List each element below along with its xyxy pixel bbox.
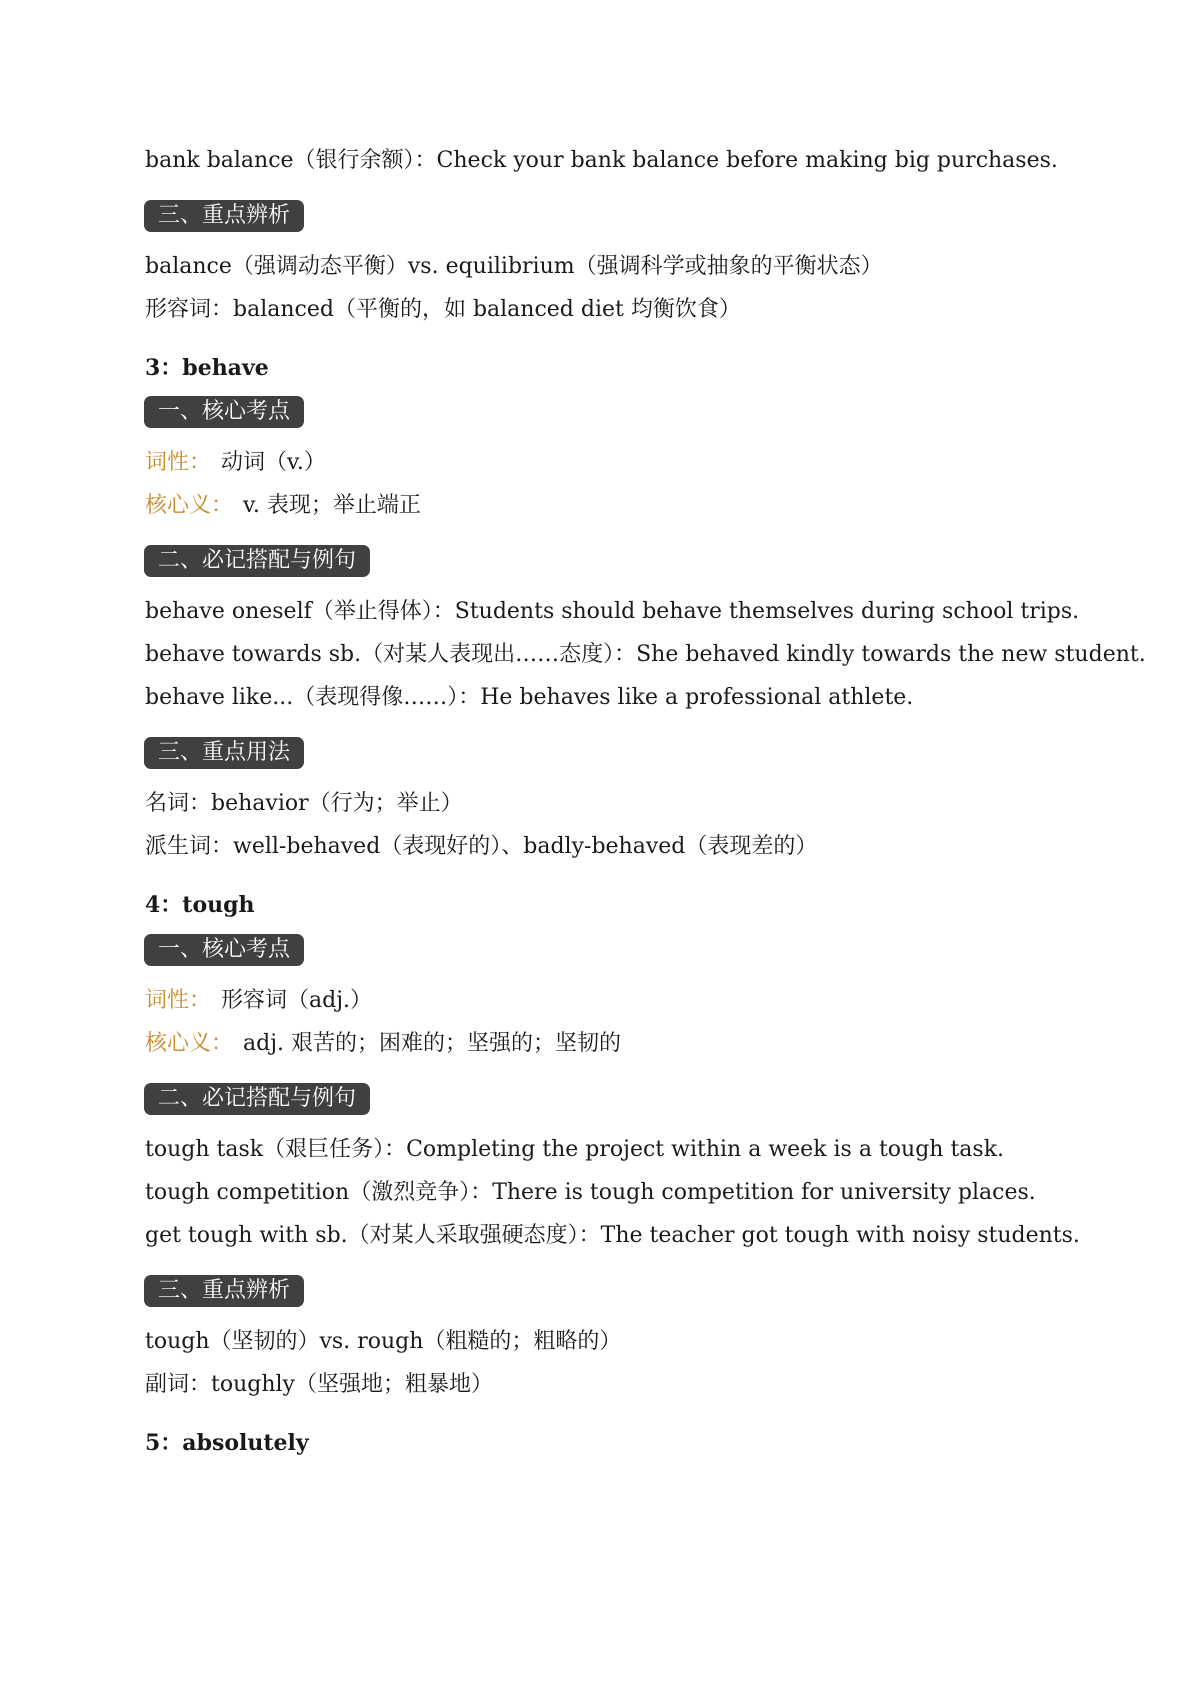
collocation-line: behave towards sb.（对某人表现出……态度）：She behaved kindly towards the new student. [145,642,1146,667]
pos-line [145,448,326,478]
pos-label: 词性： [145,988,212,1013]
pos-line [145,986,372,1016]
meaning-value: adj. 艰苦的；困难的；坚强的；坚韧的 [243,1031,622,1056]
meaning-line [145,491,421,521]
analysis-line: tough（坚韧的）vs. rough（粗糙的；粗略的） [145,1329,622,1354]
word-heading: 4：tough [145,892,255,918]
meaning-value: v. 表现；举止端正 [243,493,421,518]
collocation-line: behave oneself（举止得体）：Students should behave themselves during school trips. [145,599,1080,624]
meaning-label: 核心义： [145,493,234,518]
pos-value: 形容词（adj.） [221,988,373,1013]
collocation-line: behave like...（表现得像……）：He behaves like a professional athlete. [145,685,914,710]
section-tag-analysis: 三、重点辨析 [144,1275,304,1307]
section-tag-core: 一、核心考点 [144,396,304,428]
adjective-line: 形容词：balanced（平衡的，如 balanced diet 均衡饮食） [145,297,741,322]
word-heading: 5：absolutely [145,1430,309,1456]
pos-label: 词性： [145,450,212,475]
section-tag-usage: 三、重点用法 [144,737,304,769]
collocation-bank-balance: bank balance（银行余额）：Check your bank balance before making big purchases. [145,148,1058,173]
section-tag-collocations: 二、必记搭配与例句 [144,1083,370,1115]
section-tag-core: 一、核心考点 [144,934,304,966]
pos-value: 动词（v.） [221,450,326,475]
collocation-line: tough competition（激烈竞争）：There is tough competition for university places. [145,1180,1036,1205]
usage-line: 派生词：well-behaved（表现好的）、badly-behaved（表现差的） [145,834,818,859]
meaning-line [145,1029,621,1059]
collocation-line: tough task（艰巨任务）：Completing the project within a week is a tough task. [145,1137,1005,1162]
section-tag-collocations: 二、必记搭配与例句 [144,545,370,577]
word-heading: 3：behave [145,355,269,381]
adverb-line: 副词：toughly（坚强地；粗暴地） [145,1372,493,1397]
section-tag-analysis: 三、重点辨析 [144,200,304,232]
usage-line: 名词：behavior（行为；举止） [145,791,463,816]
meaning-label: 核心义： [145,1031,234,1056]
collocation-line: get tough with sb.（对某人采取强硬态度）：The teacher got tough with noisy students. [145,1223,1080,1248]
analysis-line: balance（强调动态平衡）vs. equilibrium（强调科学或抽象的平衡状态） [145,254,883,279]
